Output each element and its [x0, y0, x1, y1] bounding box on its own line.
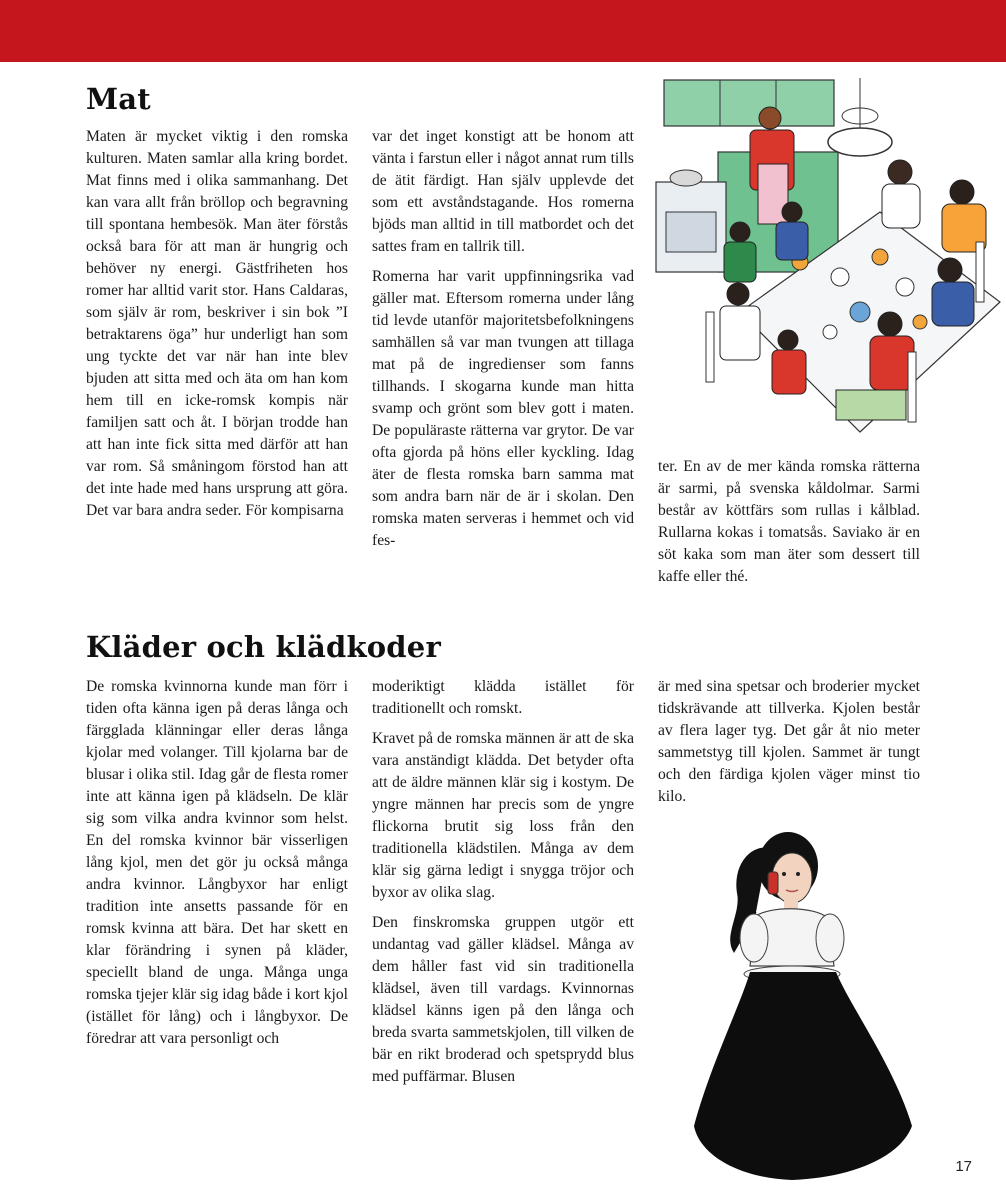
klader-col1-paragraph-1: De romska kvinnorna kunde man förr i tiden ofta känna igen på deras långa och färgglada klänningar eller deras långa kjolar med volanger. Till kjolarna bar de blusar i olika stil. Idag går de flesta romer inte att känna igen på klädseln. De klär sig som vilka andra kvinnor som helst. En del romska kvinnor bär visserligen lång kjol, men det gör ju också många andra kvinnor. Långbyxor har enligt tradition inte ansetts passande för en romsk kvinna att bära. Det har skett en klar förändring i synen på kläder, speciellt bland de unga. Många unga romska tjejer klär sig idag både i kort kjol (istället för lång) och i långbyxor. De föredrar att vara personligt och — [86, 678, 348, 1047]
klader-col2-paragraph-2: Kravet på de romska männen är att de ska vara anständigt klädda. Det betyder ofta att de äldre männen klär sig i kostym. De yngre männen har precis som de yngre flickorna brutit sig loss från den traditionella klädstilen. Många av dem klär sig gärna ledigt i snygga tröjor och byxor av olika slag. — [372, 730, 634, 901]
family-dinner-illustration — [650, 72, 1002, 447]
mat-col1-paragraph-1: Maten är mycket viktig i den romska kulturen. Maten samlar alla kring bordet. Mat finns med i olika sammanhang. Det kan vara allt från bröllop och begravning till spontana hembesök. Man äter förstås också bara för att man är hungrig och behöver ny energi. Gästfriheten hos romer har alltid varit stor. Hans Caldaras, som själv är rom, beskriver i sin bok ”I betraktarens öga” hur underligt han som ung tyckte det var när han inte blev bjuden att sitta med och äta om han kom hem till en icke-romsk kompis när familjen satt och åt. I början trodde han att han inte fick sitta med därför att han var rom. Så småningom förstod han att det inte hade med hans ursprung att göra. Det var bara andra seder. För kompisarna — [86, 128, 348, 519]
section-heading-klader: Kläder och klädkoder — [86, 630, 441, 664]
mat-col3-paragraph-1: ter. En av de mer kända romska rätterna är sarmi, på svenska kåldolmar. Sarmi består av köttfärs som rullas i kålblad. Rullarna kokas i tomatsås. Saviako är en söt kaka som man äter som dessert till kaffe eller thé. — [658, 458, 920, 585]
klader-col2-paragraph-3: Den finskromska gruppen utgör ett undantag vad gäller klädsel. Många av dem håller fast vid sin traditionella klädsel, även till vardags. Kvinnornas klädsel känns igen på den långa och breda svarta sammetskjolen, till vilken de bär en rikt broderad och spetsprydd blus med puffärmar. Blusen — [372, 914, 634, 1085]
mat-column-1 — [86, 126, 348, 522]
mat-column-2 — [372, 126, 634, 552]
mat-col2-paragraph-1: var det inget konstigt att be honom att vänta i farstun eller i något annat rum tills de ätit färdigt. Han själv upplevde det som ett avståndstagande. Hos romerna bjöds man alltid in till matbordet och det sattes fram en tallrik till. — [372, 128, 634, 255]
section-heading-mat: Mat — [86, 82, 151, 116]
klader-column-1 — [86, 676, 348, 1050]
page-number: 17 — [955, 1158, 972, 1175]
top-color-band — [0, 0, 1006, 62]
mat-col2-paragraph-2: Romerna har varit uppfinningsrika vad gäller mat. Eftersom romerna under lång tid levde utanför majoritetsbefolkningens samhällen så var man tvungen att tillaga mat på de ingredienser som fanns tillhands. I skogarna kunde man hitta svamp och grönt som blev gott i maten. De populäraste rätterna var grytor. De var ofta gjorda på höns eller kyckling. Idag äter de flesta romska barn samma mat som andra barn när de är i skolan. Den romska maten serveras i hemmet och vid fes- — [372, 268, 634, 549]
klader-column-2 — [372, 676, 634, 1088]
klader-col2-paragraph-1: moderiktigt klädda istället för traditionellt och romskt. — [372, 678, 634, 717]
klader-column-3 — [658, 676, 920, 808]
woman-in-velvet-skirt-illustration — [680, 826, 930, 1188]
klader-col3-paragraph-1: är med sina spetsar och broderier mycket tidskrävande att tillverka. Kjolen består av flera lager tyg. Det går åt nio meter sammetstyg till kjolen. Sammet är tungt och den färdiga kjolen väger minst tio kilo. — [658, 678, 920, 805]
mat-column-3 — [658, 456, 920, 588]
